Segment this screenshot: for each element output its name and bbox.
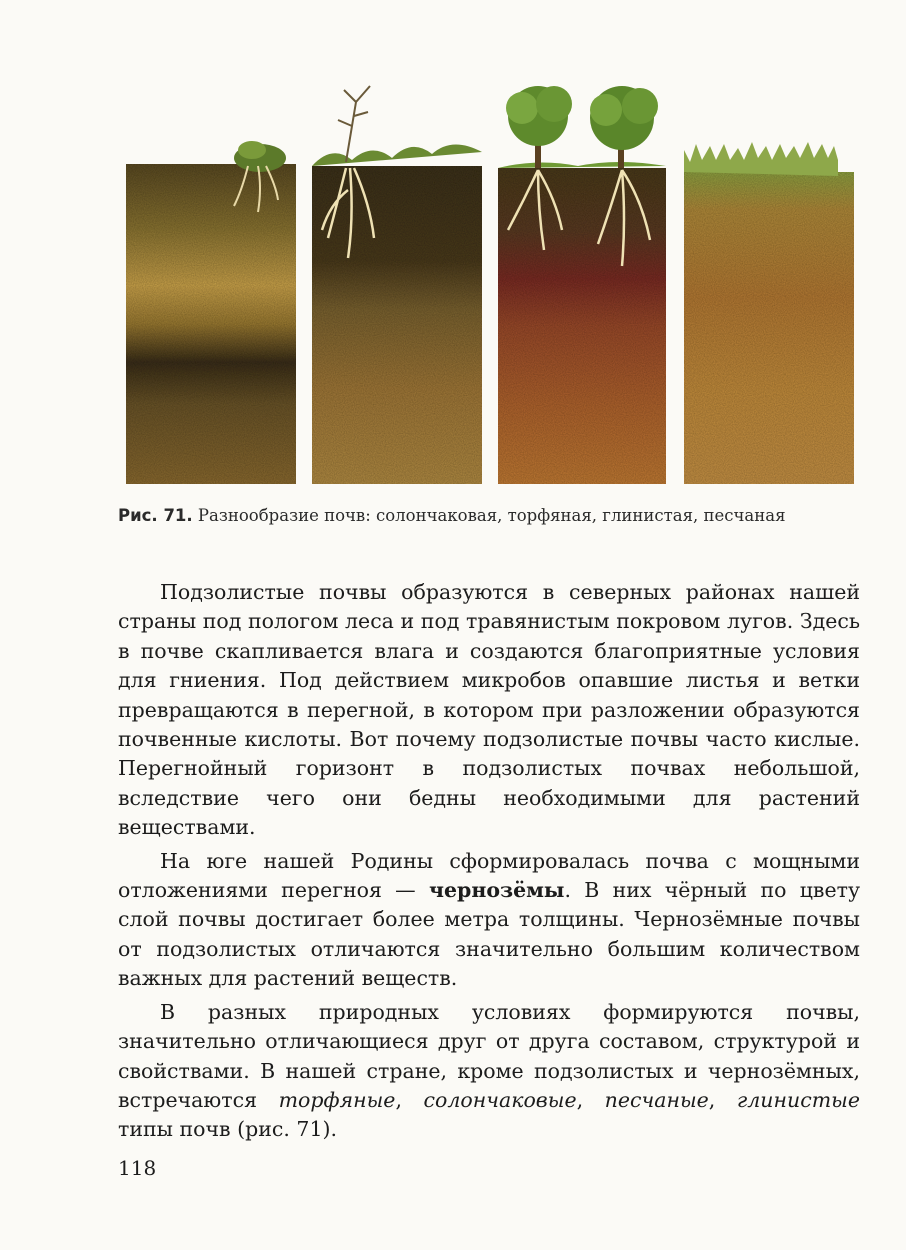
figure-caption — [118, 504, 858, 528]
paragraph-soil-types-text-1: В разных природных условиях формируются почвы, значительно отличающиеся друг от друга составом, структурой и свойствами. В нашей стране, кроме подзолистых и чернозёмных, встречаются — [118, 999, 860, 1112]
page-number: 118 — [118, 1156, 157, 1180]
separator: , — [395, 1087, 424, 1112]
soil-profiles-illustration — [120, 80, 860, 500]
soil-column-peat — [312, 86, 482, 484]
soil-column-saline — [126, 141, 296, 484]
paragraph-soil-types-text-2: типы почв (рис. 71). — [118, 1117, 338, 1142]
paragraph-chernozem — [118, 847, 860, 994]
term-clay: глинистые — [736, 1087, 860, 1112]
separator: , — [576, 1087, 605, 1112]
paragraph-chernozem-text-2: . В них чёрный по цвету слой почвы достигает более метра толщины. Чернозёмные почвы от подзолистых отличаются значительно большим количеством важных для растений веществ. — [118, 878, 860, 991]
separator: , — [708, 1087, 737, 1112]
term-sandy: песчаные — [604, 1087, 709, 1112]
paragraph-chernozem-text-1: На юге нашей Родины сформировалась почва с мощными отложениями перегноя — — [118, 848, 860, 903]
soil-column-clay — [498, 86, 666, 484]
figure-caption-text: Разнообразие почв: солончаковая, торфяная, глинистая, песчаная — [192, 506, 786, 525]
term-chernozem: чернозёмы — [428, 878, 565, 903]
paragraph-podzol: Подзолистые почвы образуются в северных районах нашей страны под пологом леса и под травянистым покровом лугов. Здесь в почве скапливается влага и создаются благоприятные условия для гниения. Под действием микробов опавшие листья и ветки превращаются в перегной, в котором при разложении образуются почвенные кислоты. Вот почему подзолистые почвы часто кислые. Перегнойный горизонт в подзолистых почвах небольшой, вследствие чего они бедны необходимыми для растений веществами. — [118, 580, 860, 840]
term-saline: солончаковые — [423, 1087, 577, 1112]
paragraph-soil-types — [118, 998, 860, 1145]
term-peat: торфяные — [278, 1087, 396, 1112]
soil-profiles-figure — [120, 80, 860, 500]
body-text — [118, 578, 860, 1149]
soil-column-sandy — [684, 142, 854, 484]
figure-label: Рис. 71. — [118, 506, 193, 525]
